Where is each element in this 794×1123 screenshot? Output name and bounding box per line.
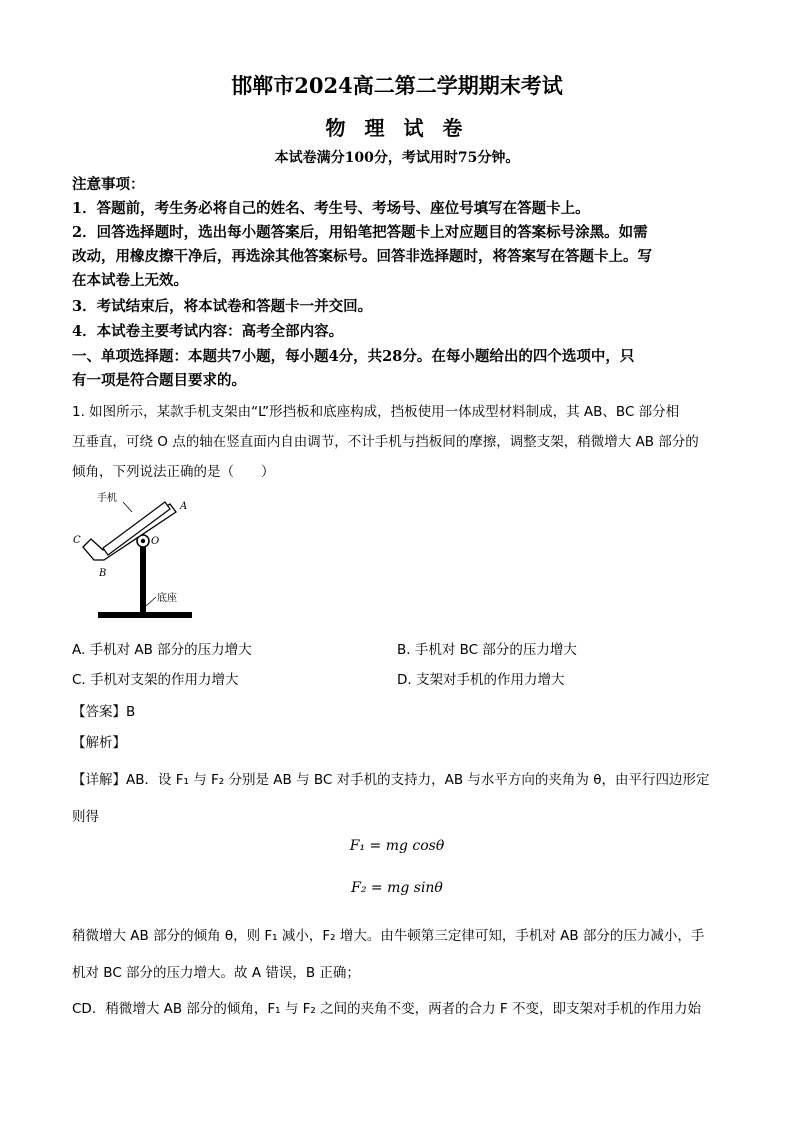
phone-stand-figure (70, 488, 210, 623)
section-heading-line-2: 有一项是符合题目要求的。 (72, 372, 246, 389)
note-3: 3．考试结束后，将本试卷和答题卡一并交回。 (72, 298, 373, 315)
label-phone: 手机 (97, 493, 117, 504)
option-c: C. 手机对支架的作用力增大 (72, 672, 239, 688)
phone-leader-line (123, 502, 132, 512)
pivot-center (141, 539, 145, 543)
equation-2: F₂ = mg sinθ (351, 880, 443, 896)
exam-info: 本试卷满分100分，考试用时75分钟。 (274, 150, 520, 166)
section-heading-line-1: 一、单项选择题：本题共7小题，每小题4分，共28分。在每小题给出的四个选项中，只 (72, 348, 635, 365)
question-1-line-2: 互垂直，可绕 O 点的轴在竖直面内自由调节，不计手机与挡板间的摩擦，调整支架，稍微增大 AB 部分的 (72, 434, 699, 450)
label-B: B (99, 568, 107, 579)
label-C: C (73, 535, 81, 546)
label-O: O (151, 536, 160, 547)
note-2-line-2: 改动，用橡皮擦干净后，再选涂其他答案标号。回答非选择题时，将答案写在答题卡上。写 (72, 248, 652, 265)
option-d: D. 支架对手机的作用力增大 (397, 672, 565, 688)
detail-line-4: 机对 BC 部分的压力增大。故 A 错误，B 正确； (72, 965, 360, 981)
detail-line-2: 则得 (72, 809, 99, 825)
detail-line-1: 【详解】AB．设 F₁ 与 F₂ 分别是 AB 与 BC 对手机的支持力，AB 与水平方向的夹角为 θ，由平行四边形定 (72, 772, 710, 788)
question-1-line-1: 1. 如图所示，某款手机支架由“L”形挡板和底座构成，挡板使用一体成型材料制成，其 AB、BC 部分相 (72, 404, 680, 420)
label-A: A (180, 501, 188, 512)
stand-pole (140, 546, 146, 614)
detail-line-5: CD．稍微增大 AB 部分的倾角，F₁ 与 F₂ 之间的夹角不变，两者的合力 F 不变，即支架对手机的作用力始 (72, 1001, 701, 1017)
note-2-line-1: 2．回答选择题时，选出每小题答案后，用铅笔把答题卡上对应题目的答案标号涂黑。如需 (72, 224, 648, 241)
base-leader-line (146, 597, 156, 606)
option-a: A. 手机对 AB 部分的压力增大 (72, 642, 252, 658)
note-4: 4．本试卷主要考试内容：高考全部内容。 (72, 323, 344, 340)
notes-heading: 注意事项： (72, 176, 145, 193)
equation-1: F₁ = mg cosθ (349, 838, 445, 854)
subject-title: 物 理 试 卷 (325, 116, 469, 140)
note-2-line-3: 在本试卷上无效。 (72, 272, 188, 289)
exam-title: 邯郸市2024高二第二学期期末考试 (231, 73, 563, 98)
answer-line: 【答案】B (72, 704, 136, 720)
analysis-label: 【解析】 (72, 735, 126, 751)
option-b: B. 手机对 BC 部分的压力增大 (397, 642, 577, 658)
label-base: 底座 (157, 593, 177, 604)
note-1: 1．答题前，考生务必将自己的姓名、考生号、考场号、座位号填写在答题卡上。 (72, 200, 590, 217)
question-1-line-3: 倾角，下列说法正确的是（ ） (72, 464, 275, 480)
detail-line-3: 稍微增大 AB 部分的倾角 θ，则 F₁ 减小，F₂ 增大。由牛顿第三定律可知，手机对 AB 部分的压力减小，手 (72, 928, 705, 944)
phone-slab (103, 502, 170, 555)
